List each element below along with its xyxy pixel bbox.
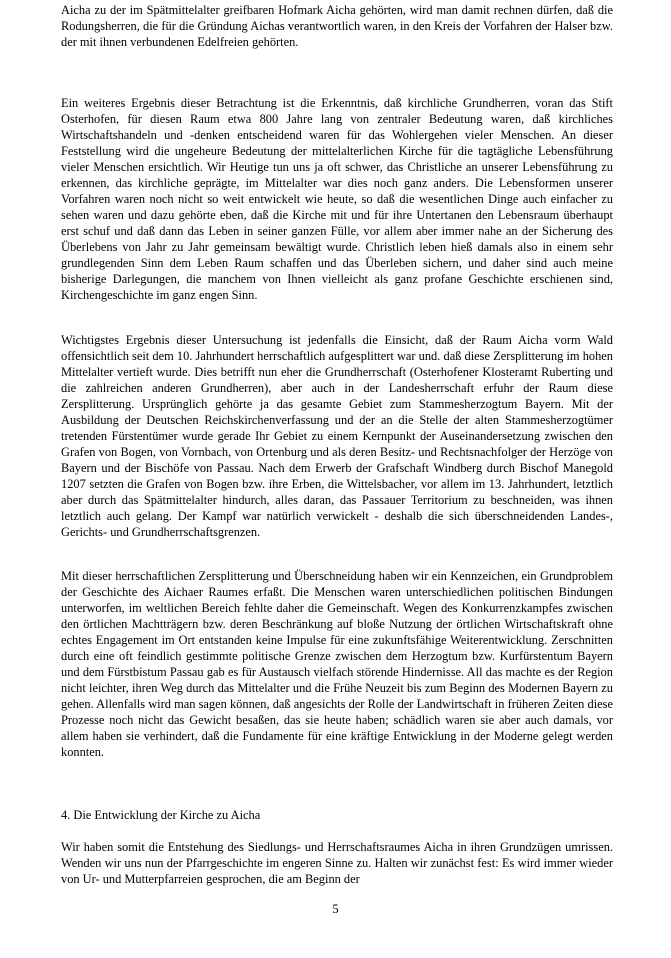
paragraph-5: Wir haben somit die Entstehung des Siedlungs- und Herrschaftsraumes Aicha in ihren Grundzügen umrissen. Wenden wir uns nun der Pfarrgeschichte im engeren Sinne zu. Halten wir zunächst fest: Es wird immer wieder von Ur- und Mutterpfarreien gesprochen, die am Beginn der [61, 840, 613, 886]
paragraph-4: Mit dieser herrschaftlichen Zersplitterung und Überschneidung haben wir ein Kennzeichen, ein Grundproblem der Geschichte des Aichaer Raumes erfaßt. Die Menschen waren unterschiedlichen politischen Bindungen unterworfen, im weltlichen Bereich fehlte daher die Gemeinschaft. Wegen des Konkurrenzkampfes zwischen den örtlichen Machtträgern bzw. deren Beschränkung auf bloße Nutzung der örtlichen Wirtschaftskraft ohne echtes Engagement im Ort entstanden keine Impulse für eine zukunftsfähige Weiterentwicklung. Zerschnitten durch eine oft feindlich gestimmte politische Grenze zwischen dem Herzogtum bzw. Kurfürstentum Bayern und dem Fürstbistum Passau gab es für Austausch vielfach störende Hindernisse. All das machte es der Region nicht leichter, ihren Weg durch das Mittelalter und die Frühe Neuzeit bis zum Beginn des Modernen Bayern zu gehen. Allenfalls wird man sagen können, daß angesichts der Rolle der Landwirtschaft in früheren Zeiten diese Prozesse noch nicht das Gewicht besaßen, das sie heute haben; schädlich waren sie aber auch damals, vor allem haben sie verhindert, daß die Fundamente für eine kräftige Entwicklung in der Moderne gelegt werden konnten. [61, 569, 613, 759]
paragraph-3: Wichtigstes Ergebnis dieser Untersuchung ist jedenfalls die Einsicht, daß der Raum Aicha vorm Wald offensichtlich seit dem 10. Jahrhundert herrschaftlich aufgesplittert war und. daß diese Zersplitterung im hohen Mittelalter vertieft wurde. Dies betrifft nun eher die Grundherrschaft (Osterhofener Klosteramt Ruberting und die zahlreichen anderen Grundherren), aber auch in der Landesherrschaft erfuhr der Raum diese Zersplitterung. Ursprünglich gehörte ja das gesamte Gebiet zum Stammesherzogtum Bayern. Mit der Ausbildung der Deutschen Reichskirchenverfassung und der an die Stelle der alten Stammesherzogtümer tretenden Fürstentümer wurde gerade Ihr Gebiet zu einem Kernpunkt der Auseinandersetzung zwischen den Grafen von Bogen, von Vornbach, von Ortenburg und als deren Besitz- und Rechtsnachfolger der Herzöge von Bayern und der Bischöfe von Passau. Nach dem Erwerb der Grafschaft Windberg durch Bischof Manegold 1207 setzten die Grafen von Bogen bzw. ihre Erben, die Wittelsbacher, vor allem im 13. Jahrhundert, letztlich aber durch das Spätmittelalter hindurch, alles daran, das Passauer Territorium zu beschneiden, was ihnen letztlich auch gelang. Der Kampf war natürlich verwickelt - deshalb die sich überschneidenden Landes-, Gerichts- und Grundherrschaftsgrenzen. [61, 333, 613, 539]
paragraph-2: Ein weiteres Ergebnis dieser Betrachtung ist die Erkenntnis, daß kirchliche Grundherren, voran das Stift Osterhofen, für diesen Raum etwa 800 Jahre lang von zentraler Bedeutung waren, daß kirchliches Wirtschaftshandeln und -denken entscheidend waren für das Wohlergehen vieler Menschen. An dieser Feststellung wird die ungeheure Bedeutung der mittelalterlichen Kirche für die tagtägliche Lebensführung vieler Menschen ersichtlich. Wir Heutige tun uns ja oft schwer, das Christliche an unserer Lebensführung zu erkennen, das kirchliche geprägte, im Mittelalter war dies noch ganz anders. Die Lebensformen unserer Vorfahren waren noch nicht so weit entwickelt wie heute, so daß die wesentlichen Dinge auch einfacher zu sehen waren und dazu gehörte eben, daß die Kirche mit und für ihre Untertanen den Lebensraum überhaupt erst schuf und daß dann das Leben in seiner ganzen Fülle, vor allem aber immer nahe an der Sicherung des Überlebens von Jahr zu Jahr gemeinsam bewältigt wurde. Christlich leben hieß damals also in einem sehr grundlegenden Sinn dem Leben Raum schaffen und das Überleben sichern, und daher sind auch meine bisherige Darlegungen, die manchem von Ihnen vielleicht als ganz profane Geschichte erschienen sind, Kirchengeschichte im ganz engen Sinn. [61, 96, 613, 302]
paragraph-1: Aicha zu der im Spätmittelalter greifbaren Hofmark Aicha gehörten, wird man damit rechnen dürfen, daß die Rodungsherren, die für die Gründung Aichas verantwortlich waren, in den Kreis der Vorfahren der Halser bzw. der mit ihnen verbundenen Edelfreien gehörten. [61, 3, 613, 49]
section-heading: 4. Die Entwicklung der Kirche zu Aicha [61, 808, 261, 822]
page-number: 5 [332, 902, 339, 916]
